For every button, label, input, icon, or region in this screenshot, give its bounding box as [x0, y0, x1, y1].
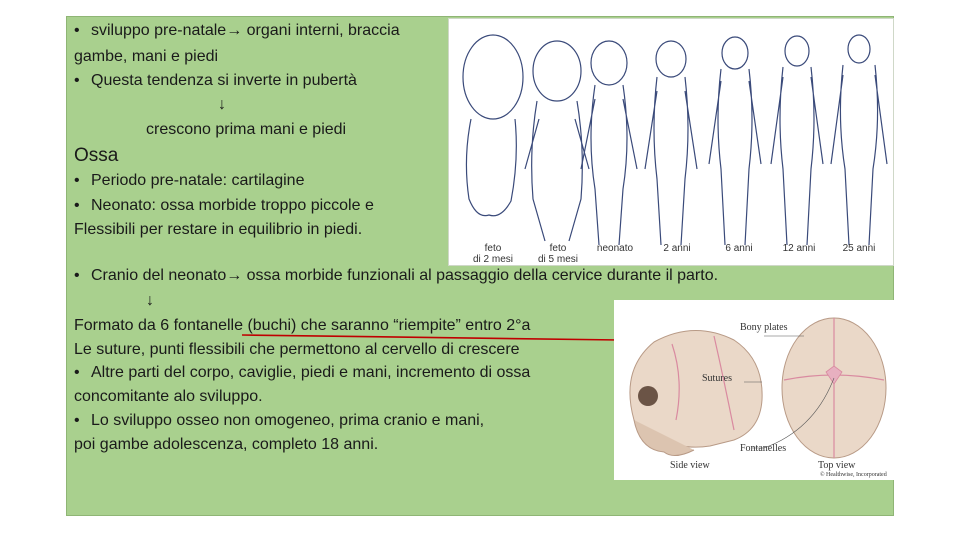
figure-newborn-head [591, 41, 627, 85]
text-line-2: gambe, mani e piedi [74, 48, 219, 65]
body-proportions-drawing [449, 19, 895, 267]
section-heading-ossa: Ossa [74, 145, 119, 166]
stage-label-6y: 6 anni [725, 243, 753, 254]
stage-label-fetus-5m: feto di 5 mesi [537, 243, 578, 265]
figure-fetus-5m-body [525, 101, 589, 241]
text-line-8: • Cranio del neonato→ ossa morbide funzionali al passaggio della cervice durante il parto. [74, 265, 718, 287]
text-line-14: poi gambe adolescenza, completo 18 anni. [74, 436, 379, 453]
text-line-6: • Neonato: ossa morbide troppo piccole e [74, 195, 374, 217]
image-credit: © Healthwise, Incorporated [820, 472, 887, 478]
stage-label-newborn: neonato [596, 243, 634, 254]
down-arrow-1: ↓ [218, 96, 226, 113]
text-line-7: Flessibili per restare in equilibrio in piedi. [74, 221, 363, 238]
figure-6y-body [709, 69, 761, 245]
figure-25y-body [831, 65, 887, 245]
figure-6y-head [722, 37, 748, 69]
figure-2y-head [656, 41, 686, 77]
figure-fetus-2m-body [466, 119, 516, 216]
text-line-1: • sviluppo pre-natale→ organi interni, braccia [74, 20, 400, 42]
figure-fetus-2m-head [463, 35, 523, 119]
figure-12y-body [771, 67, 823, 245]
infant-skull-figure [614, 300, 894, 480]
text-line-4: crescono prima mani e piedi [146, 121, 347, 138]
label-side-view: Side view [670, 460, 710, 471]
stage-label-12y: 12 anni [782, 243, 816, 254]
figure-25y-head [848, 35, 870, 63]
text-line-5: • Periodo pre-natale: cartilagine [74, 170, 304, 192]
text-line-13: • Lo sviluppo osseo non omogeneo, prima cranio e mani, [74, 410, 484, 432]
text-line-3: • Questa tendenza si inverte in pubertà [74, 70, 357, 92]
stage-label-fetus-2m: feto di 2 mesi [472, 243, 513, 265]
figure-newborn-body [581, 85, 637, 245]
text-line-10: Le suture, punti flessibili che permettono al cervello di crescere [74, 341, 520, 358]
text-line-11: • Altre parti del corpo, caviglie, piedi e mani, incremento di ossa [74, 362, 530, 384]
figure-12y-head [785, 36, 809, 66]
label-bony-plates: Bony plates [740, 322, 788, 333]
text-line-9: Formato da 6 fontanelle (buchi) che saranno “riempite” entro 2°a [74, 317, 531, 334]
label-sutures: Sutures [702, 373, 732, 384]
body-proportions-figure [448, 18, 894, 266]
text-line-12: concomitante alo sviluppo. [74, 388, 263, 405]
label-fontanelles: Fontanelles [740, 443, 787, 454]
figure-fetus-5m-head [533, 41, 581, 101]
label-top-view: Top view [818, 460, 856, 471]
down-arrow-2: ↓ [146, 292, 154, 309]
stage-label-2y: 2 anni [663, 243, 691, 254]
stage-label-25y: 25 anni [842, 243, 876, 254]
figure-2y-body [645, 77, 697, 245]
